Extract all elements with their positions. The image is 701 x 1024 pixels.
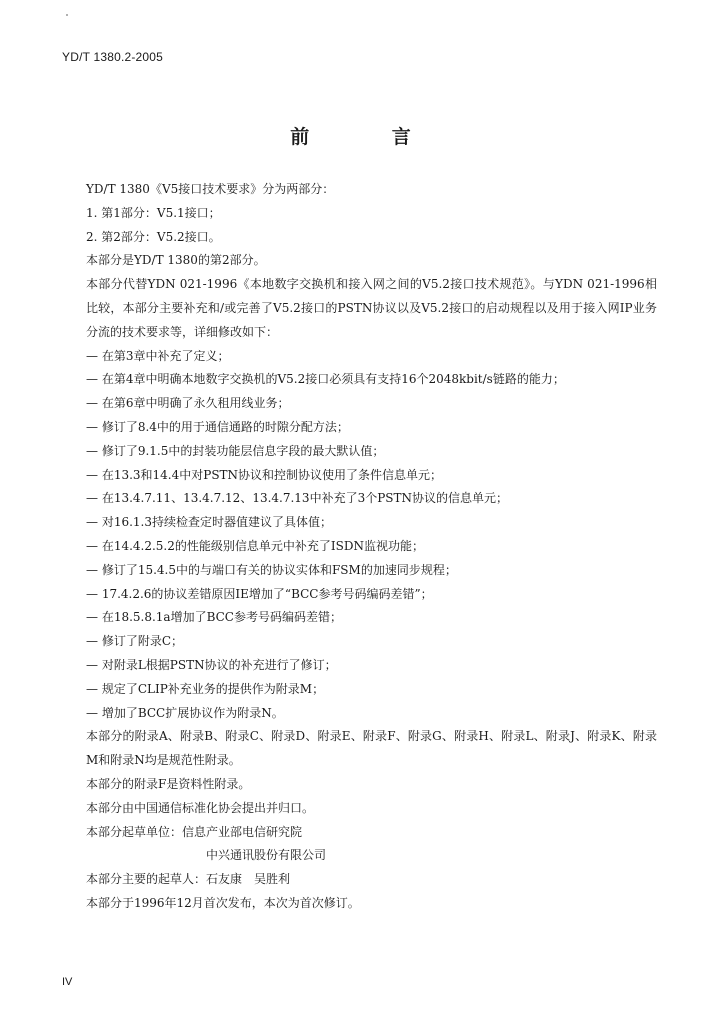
paragraph-proposer: 本部分由中国通信标准化协会提出并归口。 xyxy=(86,800,315,815)
change-item: — 在13.3和14.4中对PSTN协议和控制协议使用了条件信息单元； xyxy=(86,467,443,482)
change-item: — 修订了8.4中的用于通信通路的时隙分配方法； xyxy=(86,419,349,434)
paragraph-drafters: 本部分主要的起草人：石友康 吴胜利 xyxy=(86,872,291,887)
page-number: IV xyxy=(62,976,73,988)
change-item: — 修订了9.1.5中的封装功能层信息字段的最大默认值； xyxy=(86,443,385,458)
paragraph-drafting-units: 本部分起草单位：信息产业部电信研究院 xyxy=(86,824,303,839)
change-item: — 在第4章中明确本地数字交换机的V5.2接口必须具有支持16个2048kbit/s链路的能力； xyxy=(86,372,565,387)
change-item: — 修订了15.4.5中的与端口有关的协议实体和FSM的加速同步规程； xyxy=(86,562,457,577)
change-item: — 在第3章中补充了定义； xyxy=(86,348,230,363)
paragraph-part-2: 2. 第2部分：V5.2接口。 xyxy=(86,229,221,244)
change-item: — 在第6章中明确了永久租用线业务； xyxy=(86,396,290,411)
foreword-body xyxy=(62,178,657,916)
paragraph-parts-intro: YD/T 1380《V5接口技术要求》分为两部分： xyxy=(86,182,335,196)
change-item: — 17.4.2.6的协议差错原因IE增加了“BCC参考号码编码差错”； xyxy=(86,586,433,601)
change-item: — 修订了附录C； xyxy=(86,634,183,649)
change-item: — 增加了BCC扩展协议作为附录N。 xyxy=(86,705,284,720)
change-item: — 规定了CLIP补充业务的提供作为附录M； xyxy=(86,681,325,696)
scan-speck xyxy=(66,14,68,16)
change-item: — 在18.5.8.1a增加了BCC参考号码编码差错； xyxy=(86,610,342,625)
paragraph-normative-annexes: 本部分的附录A、附录B、附录C、附录D、附录E、附录F、附录G、附录H、附录L、附录J、附录K、附录M和附录N均是规范性附录。 xyxy=(86,729,657,768)
page-title: 前 言 xyxy=(290,126,449,148)
change-item: — 对附录L根据PSTN协议的补充进行了修订； xyxy=(86,657,337,672)
paragraph-this-part: 本部分是YD/T 1380的第2部分。 xyxy=(86,253,266,268)
change-item: — 在13.4.7.11、13.4.7.12、13.4.7.13中补充了3个PSTN协议的信息单元； xyxy=(86,491,509,506)
paragraph-part-1: 1. 第1部分：V5.1接口； xyxy=(86,205,221,220)
paragraph-replacement: 本部分代替YDN 021-1996《本地数字交换机和接入网之间的V5.2接口技术规范》。与YDN 021-1996相比较，本部分主要补充和/或完善了V5.2接口的PSTN协议以及V5.2接口的启动规程以及用于接入网IP业务分流的技术要求等，详细修改如下： xyxy=(86,277,657,339)
paragraph-drafting-unit-2: 中兴通讯股份有限公司 xyxy=(206,848,327,863)
change-item: — 在14.4.2.5.2的性能级别信息单元中补充了ISDN监视功能； xyxy=(86,538,424,553)
paragraph-history: 本部分于1996年12月首次发布，本次为首次修订。 xyxy=(86,895,360,910)
change-item: — 对16.1.3持续检查定时器值建议了具体值； xyxy=(86,515,332,530)
paragraph-informative-annex: 本部分的附录F是资料性附录。 xyxy=(86,776,251,791)
document-number-header: YD/T 1380.2-2005 xyxy=(62,50,164,64)
